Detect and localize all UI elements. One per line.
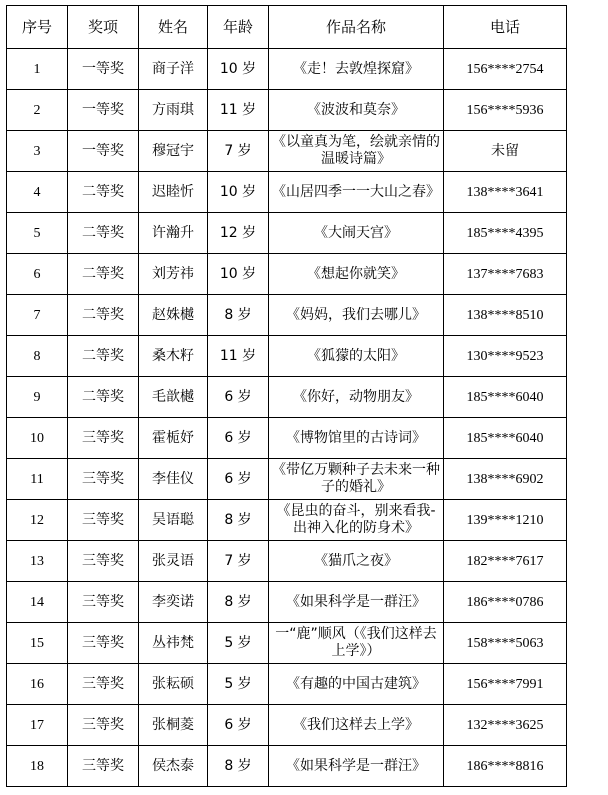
- cell-award: 三等奖: [68, 664, 139, 705]
- cell-work: 《如果科学是一群汪》: [269, 582, 444, 623]
- cell-phone: 132****3625: [444, 705, 567, 746]
- cell-no: 18: [7, 746, 68, 787]
- cell-award: 三等奖: [68, 500, 139, 541]
- cell-no: 7: [7, 295, 68, 336]
- cell-name: 张桐菱: [139, 705, 208, 746]
- cell-age: 11 岁: [208, 90, 269, 131]
- cell-no: 3: [7, 131, 68, 172]
- table-row: [7, 336, 567, 377]
- table-row: [7, 213, 567, 254]
- cell-age: 11 岁: [208, 336, 269, 377]
- cell-name: 张灵语: [139, 541, 208, 582]
- cell-age: 6 岁: [208, 459, 269, 500]
- cell-age: 6 岁: [208, 377, 269, 418]
- cell-no: 11: [7, 459, 68, 500]
- cell-award: 三等奖: [68, 582, 139, 623]
- cell-name: 丛祎梵: [139, 623, 208, 664]
- cell-name: 方雨琪: [139, 90, 208, 131]
- cell-age: 6 岁: [208, 418, 269, 459]
- cell-work: 《走！去敦煌探窟》: [269, 49, 444, 90]
- cell-phone: 139****1210: [444, 500, 567, 541]
- cell-name: 迟睦忻: [139, 172, 208, 213]
- cell-age: 10 岁: [208, 172, 269, 213]
- cell-name: 吴语聪: [139, 500, 208, 541]
- cell-age: 8 岁: [208, 500, 269, 541]
- cell-phone: 185****6040: [444, 418, 567, 459]
- cell-work: 《你好，动物朋友》: [269, 377, 444, 418]
- cell-age: 8 岁: [208, 295, 269, 336]
- cell-no: 10: [7, 418, 68, 459]
- cell-name: 桑木籽: [139, 336, 208, 377]
- cell-work: 《大闹天宫》: [269, 213, 444, 254]
- cell-award: 一等奖: [68, 131, 139, 172]
- header-work: 作品名称: [269, 6, 444, 49]
- cell-work: 《狐獴的太阳》: [269, 336, 444, 377]
- cell-award: 三等奖: [68, 541, 139, 582]
- table-row: [7, 500, 567, 541]
- cell-no: 17: [7, 705, 68, 746]
- cell-phone: 185****6040: [444, 377, 567, 418]
- cell-award: 二等奖: [68, 295, 139, 336]
- header-row: [7, 6, 567, 49]
- cell-name: 张耘硕: [139, 664, 208, 705]
- table-row: [7, 377, 567, 418]
- table-row: [7, 746, 567, 787]
- cell-name: 毛歆樾: [139, 377, 208, 418]
- header-phone: 电话: [444, 6, 567, 49]
- cell-age: 12 岁: [208, 213, 269, 254]
- cell-age: 6 岁: [208, 705, 269, 746]
- table-row: [7, 582, 567, 623]
- cell-name: 赵姝樾: [139, 295, 208, 336]
- cell-work: 《博物馆里的古诗词》: [269, 418, 444, 459]
- cell-phone: 156****5936: [444, 90, 567, 131]
- header-name: 姓名: [139, 6, 208, 49]
- cell-work: 《以童真为笔，绘就亲情的温暖诗篇》: [269, 131, 444, 172]
- table-row: [7, 664, 567, 705]
- cell-name: 霍栀妤: [139, 418, 208, 459]
- cell-no: 14: [7, 582, 68, 623]
- cell-no: 8: [7, 336, 68, 377]
- cell-name: 侯杰泰: [139, 746, 208, 787]
- cell-phone: 138****8510: [444, 295, 567, 336]
- cell-age: 5 岁: [208, 664, 269, 705]
- cell-phone: 137****7683: [444, 254, 567, 295]
- cell-no: 1: [7, 49, 68, 90]
- cell-award: 二等奖: [68, 172, 139, 213]
- table-row: [7, 172, 567, 213]
- cell-no: 15: [7, 623, 68, 664]
- cell-age: 8 岁: [208, 582, 269, 623]
- cell-award: 一等奖: [68, 90, 139, 131]
- cell-award: 三等奖: [68, 623, 139, 664]
- header-age: 年龄: [208, 6, 269, 49]
- cell-name: 刘芳祎: [139, 254, 208, 295]
- cell-age: 5 岁: [208, 623, 269, 664]
- table-row: [7, 90, 567, 131]
- table-row: [7, 541, 567, 582]
- cell-phone: 186****0786: [444, 582, 567, 623]
- cell-no: 13: [7, 541, 68, 582]
- cell-age: 7 岁: [208, 541, 269, 582]
- cell-age: 7 岁: [208, 131, 269, 172]
- table-row: [7, 459, 567, 500]
- cell-work: 《带亿万颗种子去未来一种子的婚礼》: [269, 459, 444, 500]
- cell-work: 《想起你就笑》: [269, 254, 444, 295]
- cell-award: 三等奖: [68, 705, 139, 746]
- cell-work: 《猫爪之夜》: [269, 541, 444, 582]
- cell-work: 《山居四季一一大山之春》: [269, 172, 444, 213]
- table-row: [7, 705, 567, 746]
- cell-name: 穆冠宇: [139, 131, 208, 172]
- cell-no: 9: [7, 377, 68, 418]
- cell-no: 5: [7, 213, 68, 254]
- cell-work: 《妈妈，我们去哪儿》: [269, 295, 444, 336]
- cell-work: 《波波和莫奈》: [269, 90, 444, 131]
- cell-work: 一“鹿”顺风（《我们这样去上学》）: [269, 623, 444, 664]
- table-row: [7, 254, 567, 295]
- table-row: [7, 295, 567, 336]
- cell-work: 《我们这样去上学》: [269, 705, 444, 746]
- cell-phone: 156****2754: [444, 49, 567, 90]
- cell-award: 二等奖: [68, 213, 139, 254]
- cell-phone: 130****9523: [444, 336, 567, 377]
- cell-award: 二等奖: [68, 336, 139, 377]
- table-row: [7, 49, 567, 90]
- cell-award: 二等奖: [68, 254, 139, 295]
- cell-award: 三等奖: [68, 418, 139, 459]
- cell-phone: 138****6902: [444, 459, 567, 500]
- cell-award: 三等奖: [68, 459, 139, 500]
- cell-work: 《有趣的中国古建筑》: [269, 664, 444, 705]
- cell-award: 三等奖: [68, 746, 139, 787]
- cell-phone: 158****5063: [444, 623, 567, 664]
- cell-phone: 156****7991: [444, 664, 567, 705]
- header-no: 序号: [7, 6, 68, 49]
- cell-no: 12: [7, 500, 68, 541]
- cell-phone: 未留: [444, 131, 567, 172]
- cell-no: 6: [7, 254, 68, 295]
- awards-table: [6, 5, 567, 787]
- cell-award: 二等奖: [68, 377, 139, 418]
- cell-name: 李佳仪: [139, 459, 208, 500]
- awards-table-container: [6, 5, 567, 787]
- cell-phone: 185****4395: [444, 213, 567, 254]
- cell-age: 8 岁: [208, 746, 269, 787]
- cell-age: 10 岁: [208, 49, 269, 90]
- cell-name: 商子洋: [139, 49, 208, 90]
- cell-work: 《昆虫的奋斗，别来看我-出神入化的防身术》: [269, 500, 444, 541]
- table-row: [7, 418, 567, 459]
- cell-no: 2: [7, 90, 68, 131]
- cell-work: 《如果科学是一群汪》: [269, 746, 444, 787]
- cell-award: 一等奖: [68, 49, 139, 90]
- cell-phone: 186****8816: [444, 746, 567, 787]
- table-row: [7, 623, 567, 664]
- cell-name: 李奕诺: [139, 582, 208, 623]
- cell-name: 许瀚升: [139, 213, 208, 254]
- table-row: [7, 131, 567, 172]
- cell-phone: 182****7617: [444, 541, 567, 582]
- cell-no: 16: [7, 664, 68, 705]
- cell-age: 10 岁: [208, 254, 269, 295]
- table-body: [7, 49, 567, 787]
- cell-no: 4: [7, 172, 68, 213]
- cell-phone: 138****3641: [444, 172, 567, 213]
- header-award: 奖项: [68, 6, 139, 49]
